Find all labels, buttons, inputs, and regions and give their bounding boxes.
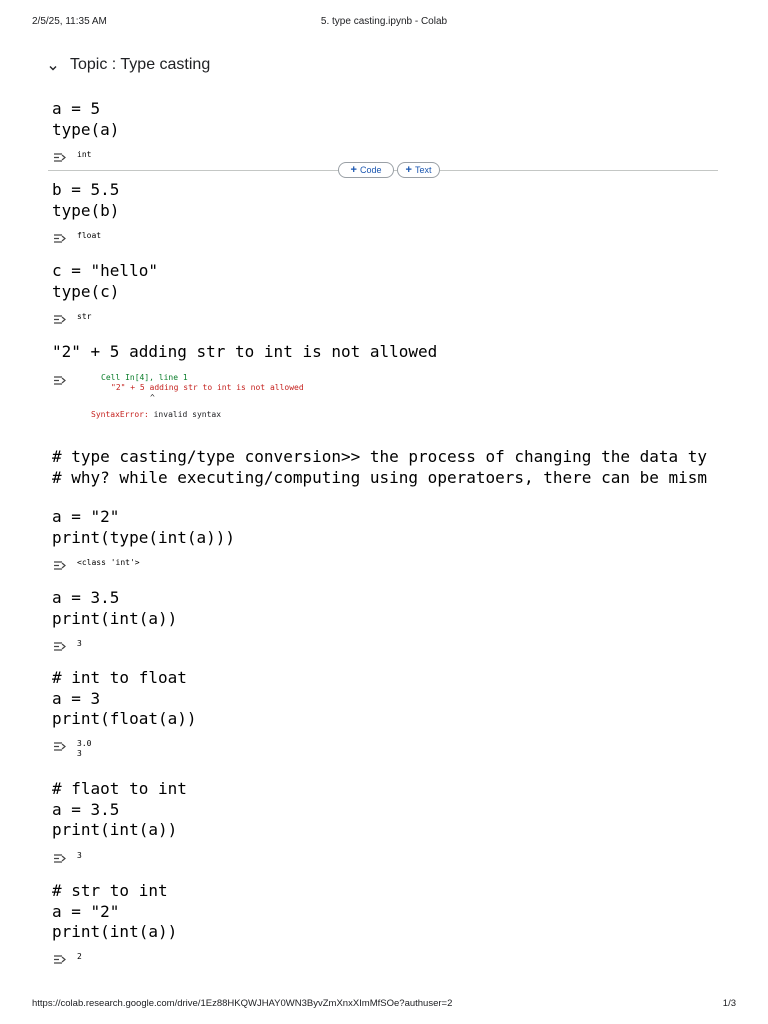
output-toggle-icon[interactable] xyxy=(53,739,67,750)
code-line: print(int(a)) xyxy=(52,820,178,839)
chevron-down-icon[interactable] xyxy=(48,60,58,70)
cell-output-error xyxy=(53,373,377,417)
output-text: 3.0 xyxy=(77,739,92,748)
plus-icon: + xyxy=(350,163,357,176)
code-cell[interactable] xyxy=(52,447,728,488)
print-datetime: 2/5/25, 11:35 AM xyxy=(32,16,107,27)
code-cell[interactable] xyxy=(52,342,728,363)
output-toggle-icon[interactable] xyxy=(53,639,67,650)
output-text: str xyxy=(77,312,92,321)
code-line: a = 5 xyxy=(52,99,101,118)
output-text: 3 xyxy=(77,749,82,758)
add-code-button[interactable] xyxy=(338,162,394,178)
output-toggle-icon[interactable] xyxy=(53,373,67,384)
print-url: https://colab.research.google.com/drive/1Ez88HKQWJHAY0WN3ByvZmXnxXImMfSOe?authuser=2 xyxy=(32,998,453,1009)
print-header xyxy=(32,16,736,30)
output-text: 3 xyxy=(77,851,82,860)
traceback-code: "2" + 5 adding str to int is not allowed xyxy=(111,383,304,392)
code-line: a = "2" xyxy=(52,507,120,526)
plus-icon: + xyxy=(405,163,412,176)
code-line: a = 3 xyxy=(52,688,101,708)
section-title: Topic : Type casting xyxy=(70,56,211,73)
code-line: type(c) xyxy=(52,281,120,301)
cell-output xyxy=(53,639,82,650)
code-line: # str to int xyxy=(52,881,168,900)
output-text: int xyxy=(77,150,92,159)
output-text: <class 'int'> xyxy=(77,558,140,567)
traceback xyxy=(77,373,377,417)
output-text: 3 xyxy=(77,639,82,648)
code-line: a = 3.5 xyxy=(52,588,120,607)
add-text-label: Text xyxy=(414,165,432,175)
add-code-label: Code xyxy=(359,165,382,175)
code-line: # flaot to int xyxy=(52,779,187,798)
cell-output xyxy=(53,739,91,759)
cell-output xyxy=(53,150,91,161)
traceback-location: Cell In[4], line 1 xyxy=(101,373,188,382)
code-line: a = "2" xyxy=(52,901,120,921)
code-cell[interactable] xyxy=(52,99,728,140)
code-cell[interactable] xyxy=(52,261,728,302)
code-line: print(type(int(a))) xyxy=(52,527,236,547)
code-line: type(a) xyxy=(52,119,120,139)
code-line: c = "hello" xyxy=(52,261,158,280)
code-line: # why? while executing/computing using operatoers, there can be mism xyxy=(52,467,708,487)
code-cell[interactable] xyxy=(52,180,728,221)
print-page-title: 5. type casting.ipynb - Colab xyxy=(320,16,448,27)
cell-output xyxy=(53,851,82,862)
output-toggle-icon[interactable] xyxy=(53,231,67,242)
code-line: print(int(a)) xyxy=(52,608,178,628)
print-page-number: 1/3 xyxy=(722,998,736,1009)
output-lines xyxy=(77,739,91,759)
traceback-caret: ^ xyxy=(150,393,155,402)
section-header[interactable] xyxy=(48,55,210,75)
output-toggle-icon[interactable] xyxy=(53,851,67,862)
code-line: b = 5.5 xyxy=(52,180,120,199)
output-toggle-icon[interactable] xyxy=(53,150,67,161)
code-line: print(int(a)) xyxy=(52,922,178,941)
code-line: # type casting/type conversion>> the process of changing the data ty xyxy=(52,447,708,466)
error-name: SyntaxError: xyxy=(91,410,149,419)
cell-output xyxy=(53,231,101,242)
code-line: print(float(a)) xyxy=(52,709,197,728)
code-line: type(b) xyxy=(52,200,120,220)
cell-output xyxy=(53,952,82,963)
code-line: a = 3.5 xyxy=(52,799,120,819)
code-cell[interactable] xyxy=(52,507,728,548)
print-footer xyxy=(32,998,736,1010)
code-cell[interactable] xyxy=(52,881,728,943)
output-toggle-icon[interactable] xyxy=(53,312,67,323)
code-cell[interactable] xyxy=(52,668,728,730)
output-text: float xyxy=(77,231,102,240)
cell-output xyxy=(53,558,140,569)
code-cell[interactable] xyxy=(52,779,728,841)
cell-output xyxy=(53,312,91,323)
error-message: invalid syntax xyxy=(148,410,222,419)
code-line: # int to float xyxy=(52,668,187,687)
output-text: 2 xyxy=(77,952,82,961)
code-line: "2" + 5 adding str to int is not allowed xyxy=(52,342,438,361)
output-toggle-icon[interactable] xyxy=(53,952,67,963)
output-toggle-icon[interactable] xyxy=(53,558,67,569)
code-cell[interactable] xyxy=(52,588,728,629)
traceback-error xyxy=(91,404,221,422)
add-text-button[interactable] xyxy=(397,162,440,178)
